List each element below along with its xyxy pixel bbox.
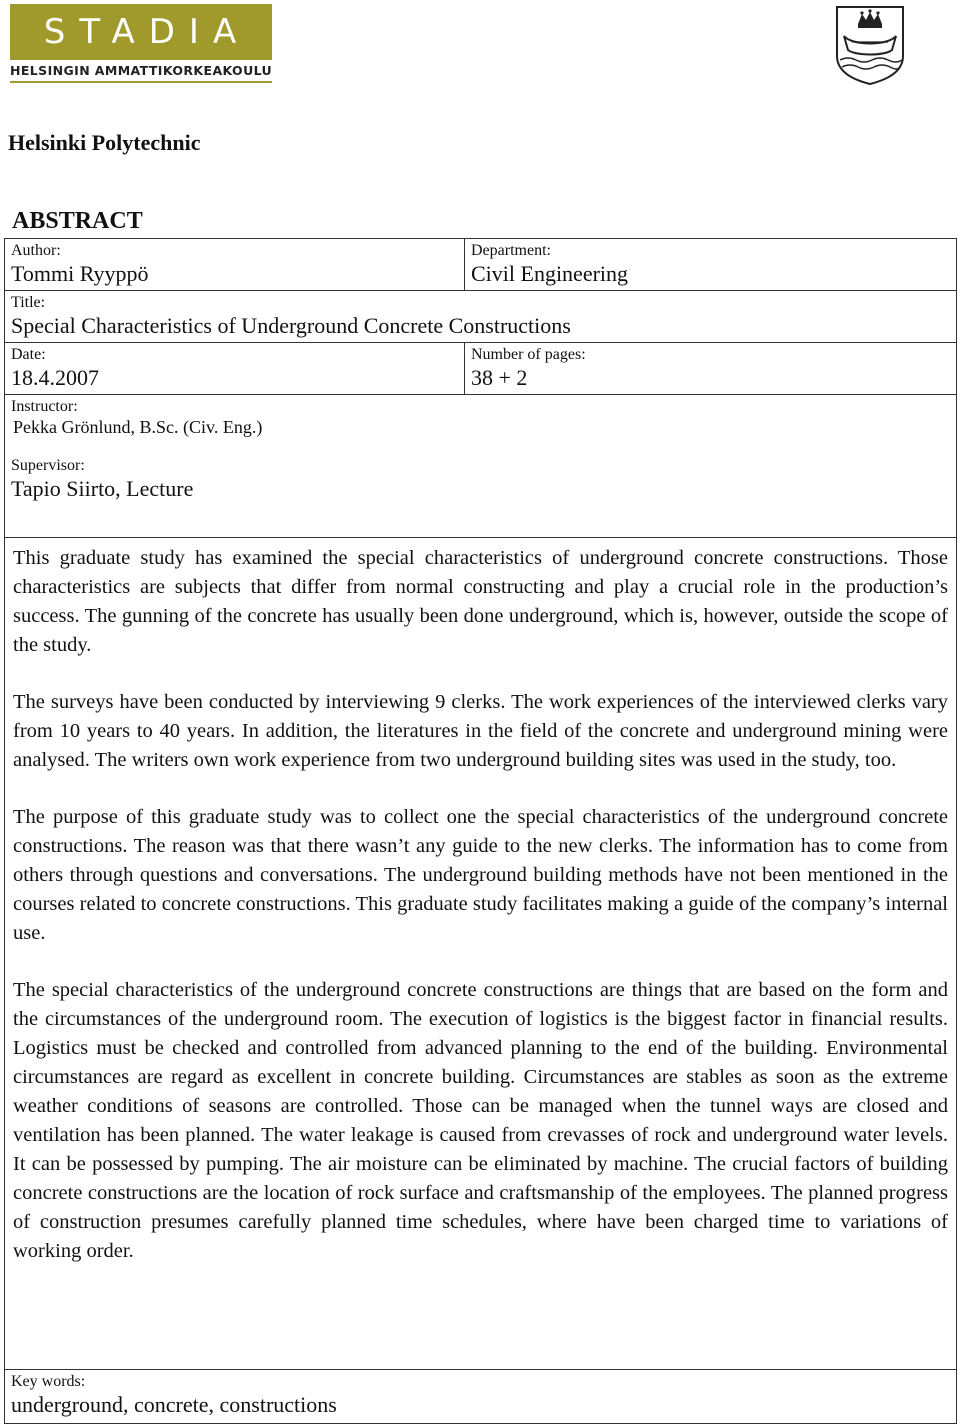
logo-divider — [10, 81, 272, 83]
date-cell — [5, 343, 465, 395]
department-cell — [465, 239, 957, 291]
instructor-cell — [5, 395, 957, 538]
abstract-paragraph: The surveys have been conducted by interviewing 9 clerks. The work experiences of the interviewed clerks vary from 10 years to 40 years. In addition, the literatures in the field of the concrete and underground mining were analysed. The writers own work experience from two underground building sites was used in the study, too. — [13, 691, 948, 771]
logo-wordmark: STADIA — [43, 12, 251, 52]
department-value: Civil Engineering — [471, 261, 629, 286]
helsinki-coat-of-arms-icon — [834, 4, 906, 86]
abstract-heading: ABSTRACT — [12, 208, 143, 234]
date-value: 18.4.2007 — [11, 365, 99, 390]
instructor-row — [5, 395, 957, 538]
title-row — [5, 291, 957, 343]
stadia-logo — [10, 4, 274, 83]
keywords-value: underground, concrete, constructions — [11, 1392, 337, 1417]
author-value: Tommi Ryyppö — [11, 261, 149, 286]
author-row — [5, 239, 957, 291]
abstract-form — [4, 238, 957, 1424]
instructor-label: Instructor: — [11, 398, 78, 415]
abstract-paragraph: The purpose of this graduate study was to collect one the special characteristics of the underground concrete constructions. The reason was that there wasn’t any guide to the new clerks. The information has to come from others through questions and conversations. The underground building methods have not been mentioned in the courses related to concrete constructions. This graduate study facilitates making a guide of the company’s internal use. — [13, 806, 948, 944]
author-cell — [5, 239, 465, 291]
department-label: Department: — [471, 242, 551, 259]
abstract-paragraph: The special characteristics of the underground concrete constructions are things that are based on the form and the circumstances of the underground room. The execution of logistics is the biggest factor in financial results. Logistics must be checked and controlled from advanced planning to the end of the building. Environmental circumstances are regard as excellent in concrete building. Circumstances are stables as soon as the extreme weather conditions of seasons are controlled. Those can be managed when the tunnel ways are closed and ventilation has been planned. The water leakage is caused from crevasses of rock and underground water levels. It can be possessed by pumping. The air moisture can be eliminated by machine. The crucial factors of building concrete constructions are the location of rock surface and craftsmanship of the employees. The planned progress of construction presumes carefully planned time schedules, where have been charged time to variations of working order. — [13, 979, 948, 1262]
supervisor-value: Tapio Siirto, Lecture — [11, 476, 194, 501]
title-cell — [5, 291, 957, 343]
supervisor-label: Supervisor: — [11, 457, 85, 474]
abstract-body — [5, 538, 957, 1370]
title-value: Special Characteristics of Underground Concrete Constructions — [11, 313, 571, 338]
instructor-value: Pekka Grönlund, B.Sc. (Civ. Eng.) — [13, 417, 263, 437]
pages-label: Number of pages: — [471, 346, 586, 363]
logo-wordmark-box — [10, 4, 272, 60]
date-row — [5, 343, 957, 395]
pages-cell — [465, 343, 957, 395]
abstract-body-row — [5, 538, 957, 1370]
pages-value: 38 + 2 — [471, 365, 528, 390]
date-label: Date: — [11, 346, 46, 363]
keywords-row — [5, 1370, 957, 1424]
institution-name: Helsinki Polytechnic — [8, 130, 201, 155]
author-label: Author: — [11, 242, 61, 259]
keywords-label: Key words: — [11, 1373, 86, 1390]
abstract-paragraph: This graduate study has examined the special characteristics of underground concrete constructions. Those characteristics are subjects that differ from normal constructing and play a crucial role in the production’s success. The gunning of the concrete has usually been done underground, which is, however, outside the scope of the study. — [13, 547, 948, 656]
keywords-cell — [5, 1370, 957, 1424]
logo-subtitle: HELSINGIN AMMATTIKORKEAKOULU — [10, 63, 273, 78]
title-label: Title: — [11, 294, 46, 311]
